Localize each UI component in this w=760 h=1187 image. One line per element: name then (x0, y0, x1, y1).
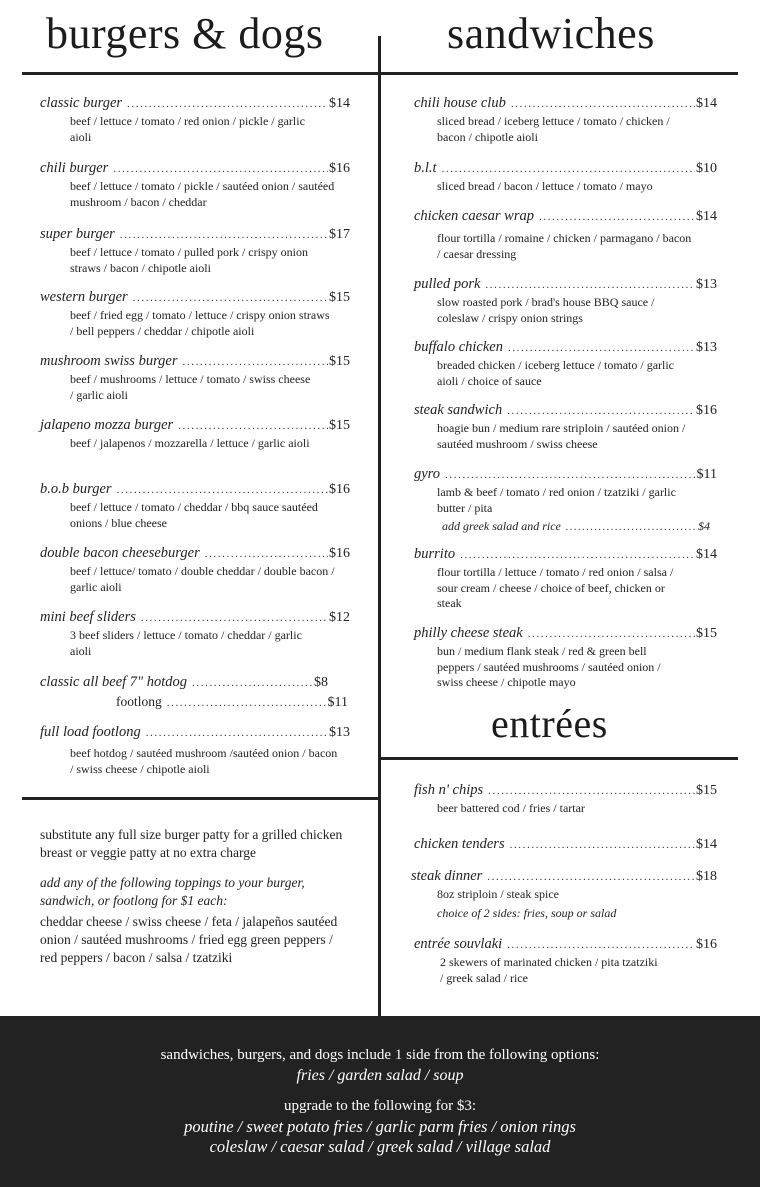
leader-dots (146, 727, 328, 739)
leader-dots (133, 292, 328, 304)
menu-item-super-burger (40, 226, 350, 276)
item-name: buffalo chicken (414, 339, 503, 355)
item-description: flour tortilla / lettuce / tomato / red onion / salsa / sour cream / cheese / choice of beef, chicken or steak (437, 565, 674, 610)
sides-intro: sandwiches, burgers, and dogs include 1 side from the following options: (160, 1047, 600, 1063)
burgers-dogs-heading: burgers & dogs (46, 9, 324, 58)
leader-dots (445, 469, 695, 481)
menu-item-burrito (414, 546, 717, 612)
menu-item-double-bacon-cheeseburger (40, 545, 350, 595)
item-name: mushroom swiss burger (40, 353, 178, 369)
menu-item-chili-house-club (414, 95, 717, 145)
item-description: 2 skewers of marinated chicken / pita tzatziki / greek salad / rice (440, 955, 658, 985)
item-price: $15 (696, 783, 717, 798)
item-name: chicken caesar wrap (414, 208, 534, 224)
menu-item-buffalo-chicken (414, 339, 717, 389)
leader-dots (510, 839, 695, 851)
item-price: $10 (696, 161, 717, 176)
item-description: 3 beef sliders / lettuce / tomato / cheddar / garlic aioli (70, 628, 302, 658)
item-name: burrito (414, 546, 456, 562)
item-name: double bacon cheeseburger (40, 545, 200, 561)
leader-dots (120, 229, 328, 241)
item-description: 8oz striploin / steak spice (437, 887, 559, 901)
leader-dots (566, 522, 697, 533)
upgrade-options-1: poutine / sweet potato fries / garlic parm fries / onion rings (184, 1117, 576, 1136)
item-description: beef / lettuce / tomato / pickle / sautéed onion / sautéed mushroom / bacon / cheddar (70, 179, 335, 209)
leader-dots (117, 484, 328, 496)
gyro-addon-price: $4 (698, 519, 710, 533)
leader-dots (113, 163, 328, 175)
item-name: fish n' chips (414, 782, 484, 798)
leader-dots (127, 98, 328, 110)
item-price: $14 (696, 209, 717, 224)
sides-footer (0, 1016, 760, 1187)
menu-item-classic-burger (40, 95, 350, 145)
entrees-heading: entrées (491, 701, 608, 746)
leader-dots (507, 939, 695, 951)
item-description: beef hotdog / sautéed mushroom /sautéed onion / bacon / swiss cheese / chipotle aioli (70, 746, 338, 776)
menu-item-full-load-footlong (40, 724, 350, 777)
item-description: sliced bread / iceberg lettuce / tomato / chicken / bacon / chipotle aioli (437, 114, 670, 144)
item-price: $14 (696, 837, 717, 852)
item-description: beef / lettuce / tomato / pulled pork / crispy onion straws / bacon / chipotle aioli (70, 245, 308, 275)
leader-dots (205, 548, 328, 560)
menu-item-hotdog (40, 674, 348, 710)
item-price: $16 (696, 403, 717, 418)
menu-item-chili-burger (40, 160, 350, 210)
column-divider (378, 36, 381, 1018)
item-description: breaded chicken / iceberg lettuce / tomato / garlic aioli / choice of sauce (437, 358, 675, 388)
menu-item-gyro (414, 466, 717, 534)
leader-dots (141, 612, 328, 624)
item-price: $12 (329, 610, 350, 625)
entrees-rule (381, 757, 738, 760)
item-name: b.l.t (414, 160, 437, 176)
leader-dots (485, 279, 695, 291)
item-name: classic all beef 7" hotdog (40, 674, 188, 690)
item-name: steak sandwich (414, 402, 503, 418)
leader-dots (487, 871, 695, 883)
leader-dots (167, 697, 327, 709)
menu-item-steak-dinner (411, 868, 717, 921)
item-price: $14 (696, 96, 717, 111)
item-name: western burger (40, 289, 128, 305)
menu-item-mushroom-swiss-burger (40, 353, 350, 403)
burgers-notes-rule (22, 797, 378, 800)
toppings-list: cheddar cheese / swiss cheese / feta / jalapeños sautéed onion / sautéed mushrooms / fried egg green peppers / red peppers / bacon / salsa / tzatziki (40, 914, 338, 965)
item-name: gyro (414, 466, 441, 482)
item-price: $14 (329, 96, 350, 111)
leader-dots (178, 420, 328, 432)
steak-sides-note: choice of 2 sides: fries, soup or salad (437, 905, 617, 920)
leader-dots (508, 342, 695, 354)
item-price: $15 (329, 354, 350, 369)
item-description: lamb & beef / tomato / red onion / tzatziki / garlic butter / pita (437, 485, 676, 515)
item-price: $11 (696, 467, 717, 482)
item-description: beef / lettuce / tomato / red onion / pickle / garlic aioli (70, 114, 305, 144)
menu-item-steak-sandwich (414, 402, 717, 452)
leader-dots (528, 628, 695, 640)
item-description: beef / lettuce/ tomato / double cheddar / double bacon / garlic aioli (70, 564, 335, 594)
item-name: classic burger (40, 95, 123, 111)
leader-dots (460, 549, 695, 561)
menu-item-entree-souvlaki (414, 936, 717, 986)
footlong-label: footlong (116, 694, 162, 709)
item-description: flour tortilla / romaine / chicken / parmagano / bacon / caesar dressing (437, 231, 692, 261)
footlong-price: $11 (327, 695, 348, 710)
item-name: b.o.b burger (40, 481, 112, 497)
leader-dots (488, 785, 695, 797)
item-price: $18 (696, 869, 717, 884)
leader-dots (507, 405, 695, 417)
sides-options: fries / garden salad / soup (296, 1067, 464, 1084)
item-name: chili house club (414, 95, 506, 111)
item-name: mini beef sliders (40, 609, 136, 625)
item-price: $15 (696, 626, 717, 641)
item-name: philly cheese steak (414, 625, 523, 641)
substitute-note: substitute any full size burger patty for a grilled chicken breast or veggie patty at no extra charge (40, 827, 343, 860)
item-price: $13 (329, 725, 350, 740)
toppings-intro: add any of the following toppings to your burger, sandwich, or footlong for $1 each: (40, 875, 305, 908)
item-description: hoagie bun / medium rare striploin / sautéed onion / sautéed mushroom / swiss cheese (437, 421, 686, 451)
item-price: $13 (696, 277, 717, 292)
item-price: $16 (329, 546, 350, 561)
item-description: beer battered cod / fries / tartar (437, 801, 585, 815)
menu-item-mini-beef-sliders (40, 609, 350, 659)
upgrade-options-2: coleslaw / caesar salad / greek salad / village salad (209, 1137, 551, 1156)
item-name: chicken tenders (414, 836, 505, 852)
menu-item-pulled-pork (414, 276, 717, 326)
leader-dots (511, 98, 695, 110)
menu-item-bob-burger (40, 481, 350, 531)
gyro-addon-note: add greek salad and rice (442, 519, 561, 533)
leader-dots (192, 677, 313, 689)
item-price: $16 (696, 937, 717, 952)
menu-item-chicken-tenders (414, 836, 717, 853)
menu-item-philly-cheese-steak (414, 625, 717, 691)
item-price: $16 (329, 482, 350, 497)
menu-item-chicken-caesar-wrap (414, 208, 717, 262)
leader-dots (442, 163, 695, 175)
leader-dots (183, 356, 328, 368)
upgrade-intro: upgrade to the following for $3: (283, 1098, 477, 1114)
item-description: bun / medium flank steak / red & green bell peppers / sautéed mushrooms / sautéed onion / swiss cheese / chipotle mayo (437, 644, 661, 689)
item-price: $14 (696, 547, 717, 562)
item-price: $17 (329, 227, 350, 242)
item-price: $8 (314, 675, 328, 690)
item-name: pulled pork (414, 276, 481, 292)
leader-dots (539, 211, 695, 223)
item-name: entrée souvlaki (414, 936, 503, 952)
item-description: beef / lettuce / tomato / cheddar / bbq sauce sautéed onions / blue cheese (70, 500, 318, 530)
menu-item-jalapeno-mozza-burger (40, 417, 350, 452)
menu-item-fish-n-chips (414, 782, 717, 817)
item-price: $16 (329, 161, 350, 176)
menu-item-western-burger (40, 289, 350, 339)
item-description: beef / mushrooms / lettuce / tomato / swiss cheese / garlic aioli (70, 372, 311, 402)
menu-item-blt (414, 160, 717, 195)
item-description: sliced bread / bacon / lettuce / tomato / mayo (437, 179, 653, 193)
item-price: $13 (696, 340, 717, 355)
item-price: $15 (329, 418, 350, 433)
item-price: $15 (329, 290, 350, 305)
item-name: full load footlong (40, 724, 141, 740)
item-name: super burger (40, 226, 115, 242)
item-description: slow roasted pork / brad's house BBQ sauce / coleslaw / crispy onion strings (437, 295, 655, 325)
item-description: beef / jalapenos / mozzarella / lettuce / garlic aioli (70, 436, 310, 450)
item-description: beef / fried egg / tomato / lettuce / crispy onion straws / bell peppers / cheddar / chipotle aioli (70, 308, 330, 338)
item-name: chili burger (40, 160, 109, 176)
sandwiches-heading: sandwiches (447, 9, 655, 58)
item-name: jalapeno mozza burger (40, 417, 174, 433)
item-name: steak dinner (411, 868, 483, 884)
